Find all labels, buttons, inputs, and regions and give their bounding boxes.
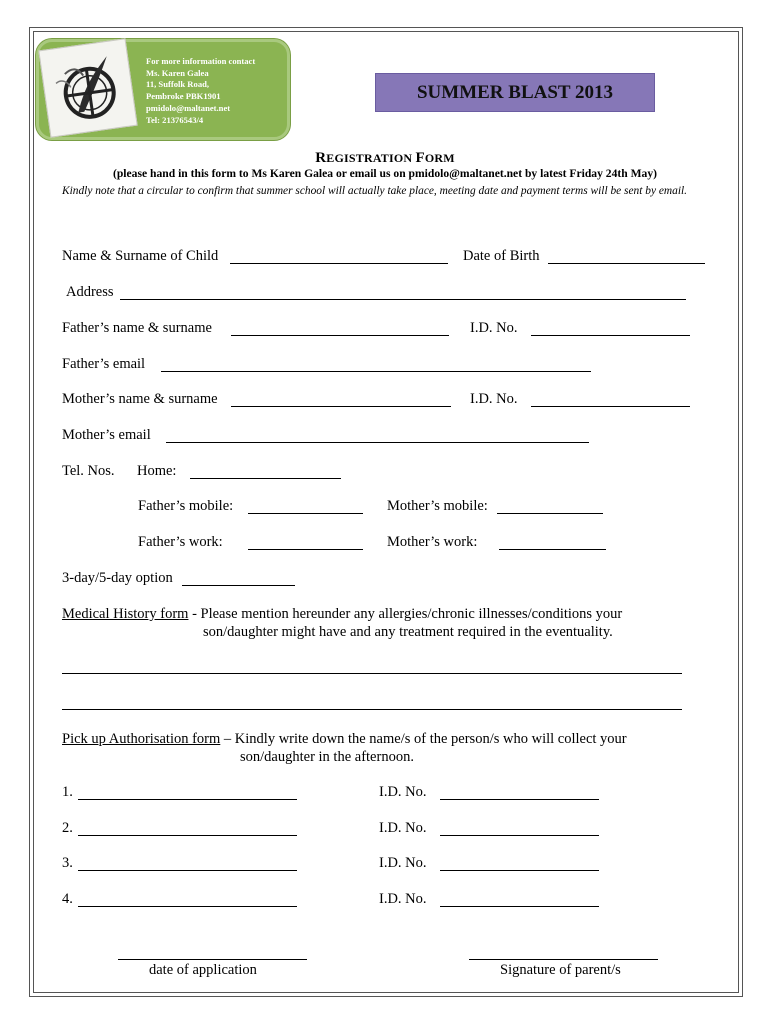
- pickup-text-cont: son/daughter in the afternoon.: [240, 749, 414, 765]
- home-phone-field[interactable]: [190, 478, 341, 479]
- form-title: [0, 150, 770, 167]
- pickup-name-field-4[interactable]: [78, 906, 297, 907]
- contact-line: Ms. Karen Galea: [146, 67, 209, 78]
- pickup-name-field-3[interactable]: [78, 870, 297, 871]
- contact-line: pmidolo@maltanet.net: [146, 102, 231, 113]
- father-work-label: Father’s work:: [138, 534, 223, 550]
- mother-work-field[interactable]: [499, 549, 606, 550]
- date-of-application-field[interactable]: [118, 959, 307, 960]
- home-label: Home:: [137, 463, 177, 479]
- father-id-field[interactable]: [531, 335, 690, 336]
- contact-line: Pembroke PBK1901: [146, 91, 221, 102]
- father-name-label: Father’s name & surname: [62, 320, 212, 336]
- father-id-label: I.D. No.: [470, 320, 518, 336]
- pickup-row-number: 2.: [62, 820, 73, 836]
- pickup-name-field-1[interactable]: [78, 799, 297, 800]
- parent-signature-field[interactable]: [469, 959, 658, 960]
- pickup-row-number: 3.: [62, 855, 73, 871]
- mother-email-label: Mother’s email: [62, 427, 151, 443]
- date-of-application-label: date of application: [149, 962, 257, 978]
- logo-emblem-icon: [39, 39, 136, 136]
- hand-in-note: (please hand in this form to Ms Karen Galea or email us on pmidolo@maltanet.net by latest Friday 24th May): [113, 167, 657, 180]
- contact-line: For more information contact: [146, 56, 256, 66]
- contact-line: 11, Suffolk Road,: [146, 79, 210, 90]
- medical-paragraph: [62, 605, 622, 623]
- pickup-id-label: I.D. No.: [379, 784, 427, 800]
- medical-text: - Please mention hereunder any allergies/chronic illnesses/conditions your: [188, 606, 623, 622]
- child-name-field[interactable]: [230, 263, 448, 264]
- day-option-label: 3-day/5-day option: [62, 570, 173, 586]
- form-title-part: EGISTRATION: [326, 151, 416, 165]
- day-option-field[interactable]: [182, 585, 295, 586]
- form-title-initial-r: R: [315, 150, 327, 166]
- mother-name-label: Mother’s name & surname: [62, 391, 218, 407]
- pickup-row-number: 1.: [62, 784, 73, 800]
- mother-name-field[interactable]: [231, 406, 451, 407]
- pickup-id-field-4[interactable]: [440, 906, 599, 907]
- mother-id-label: I.D. No.: [470, 391, 518, 407]
- dob-field[interactable]: [548, 263, 705, 264]
- address-field[interactable]: [120, 299, 686, 300]
- pickup-id-label: I.D. No.: [379, 855, 427, 871]
- pickup-id-field-2[interactable]: [440, 835, 599, 836]
- pickup-id-label: I.D. No.: [379, 820, 427, 836]
- mother-id-field[interactable]: [531, 406, 690, 407]
- mother-mobile-label: Mother’s mobile:: [387, 498, 488, 514]
- father-work-field[interactable]: [248, 549, 363, 550]
- medical-answer-line-2[interactable]: [62, 709, 682, 710]
- contact-details: [146, 56, 276, 126]
- circular-note: Kindly note that a circular to confirm that summer school will actually take place, meeting date and payment terms will be sent by email.: [62, 185, 688, 197]
- pickup-text: – Kindly write down the name/s of the person/s who will collect your: [220, 731, 627, 747]
- address-label: Address: [66, 284, 114, 300]
- child-name-label: Name & Surname of Child: [62, 248, 219, 264]
- mother-email-field[interactable]: [166, 442, 589, 443]
- father-email-label: Father’s email: [62, 356, 146, 372]
- father-mobile-field[interactable]: [248, 513, 363, 514]
- medical-text-cont: son/daughter might have and any treatment required in the eventuality.: [203, 624, 613, 640]
- father-email-field[interactable]: [161, 371, 591, 372]
- mother-mobile-field[interactable]: [497, 513, 603, 514]
- pickup-id-field-3[interactable]: [440, 870, 599, 871]
- pickup-heading: Pick up Authorisation form: [62, 731, 221, 747]
- pickup-paragraph: [62, 730, 627, 748]
- pickup-row-number: 4.: [62, 891, 73, 907]
- pickup-id-field-1[interactable]: [440, 799, 599, 800]
- contact-line: Tel: 21376543/4: [146, 114, 204, 125]
- logo: [38, 38, 137, 137]
- event-title: SUMMER BLAST 2013: [375, 73, 655, 112]
- medical-heading: Medical History form: [62, 606, 189, 622]
- medical-answer-line-1[interactable]: [62, 673, 682, 674]
- mother-work-label: Mother’s work:: [387, 534, 478, 550]
- dob-label: Date of Birth: [463, 248, 540, 264]
- tel-nos-label: Tel. Nos.: [62, 463, 115, 479]
- father-name-field[interactable]: [231, 335, 449, 336]
- pickup-id-label: I.D. No.: [379, 891, 427, 907]
- parent-signature-label: Signature of parent/s: [500, 962, 621, 978]
- form-title-initial-f: F: [415, 150, 425, 166]
- pickup-name-field-2[interactable]: [78, 835, 297, 836]
- father-mobile-label: Father’s mobile:: [138, 498, 234, 514]
- form-title-part: ORM: [424, 151, 455, 165]
